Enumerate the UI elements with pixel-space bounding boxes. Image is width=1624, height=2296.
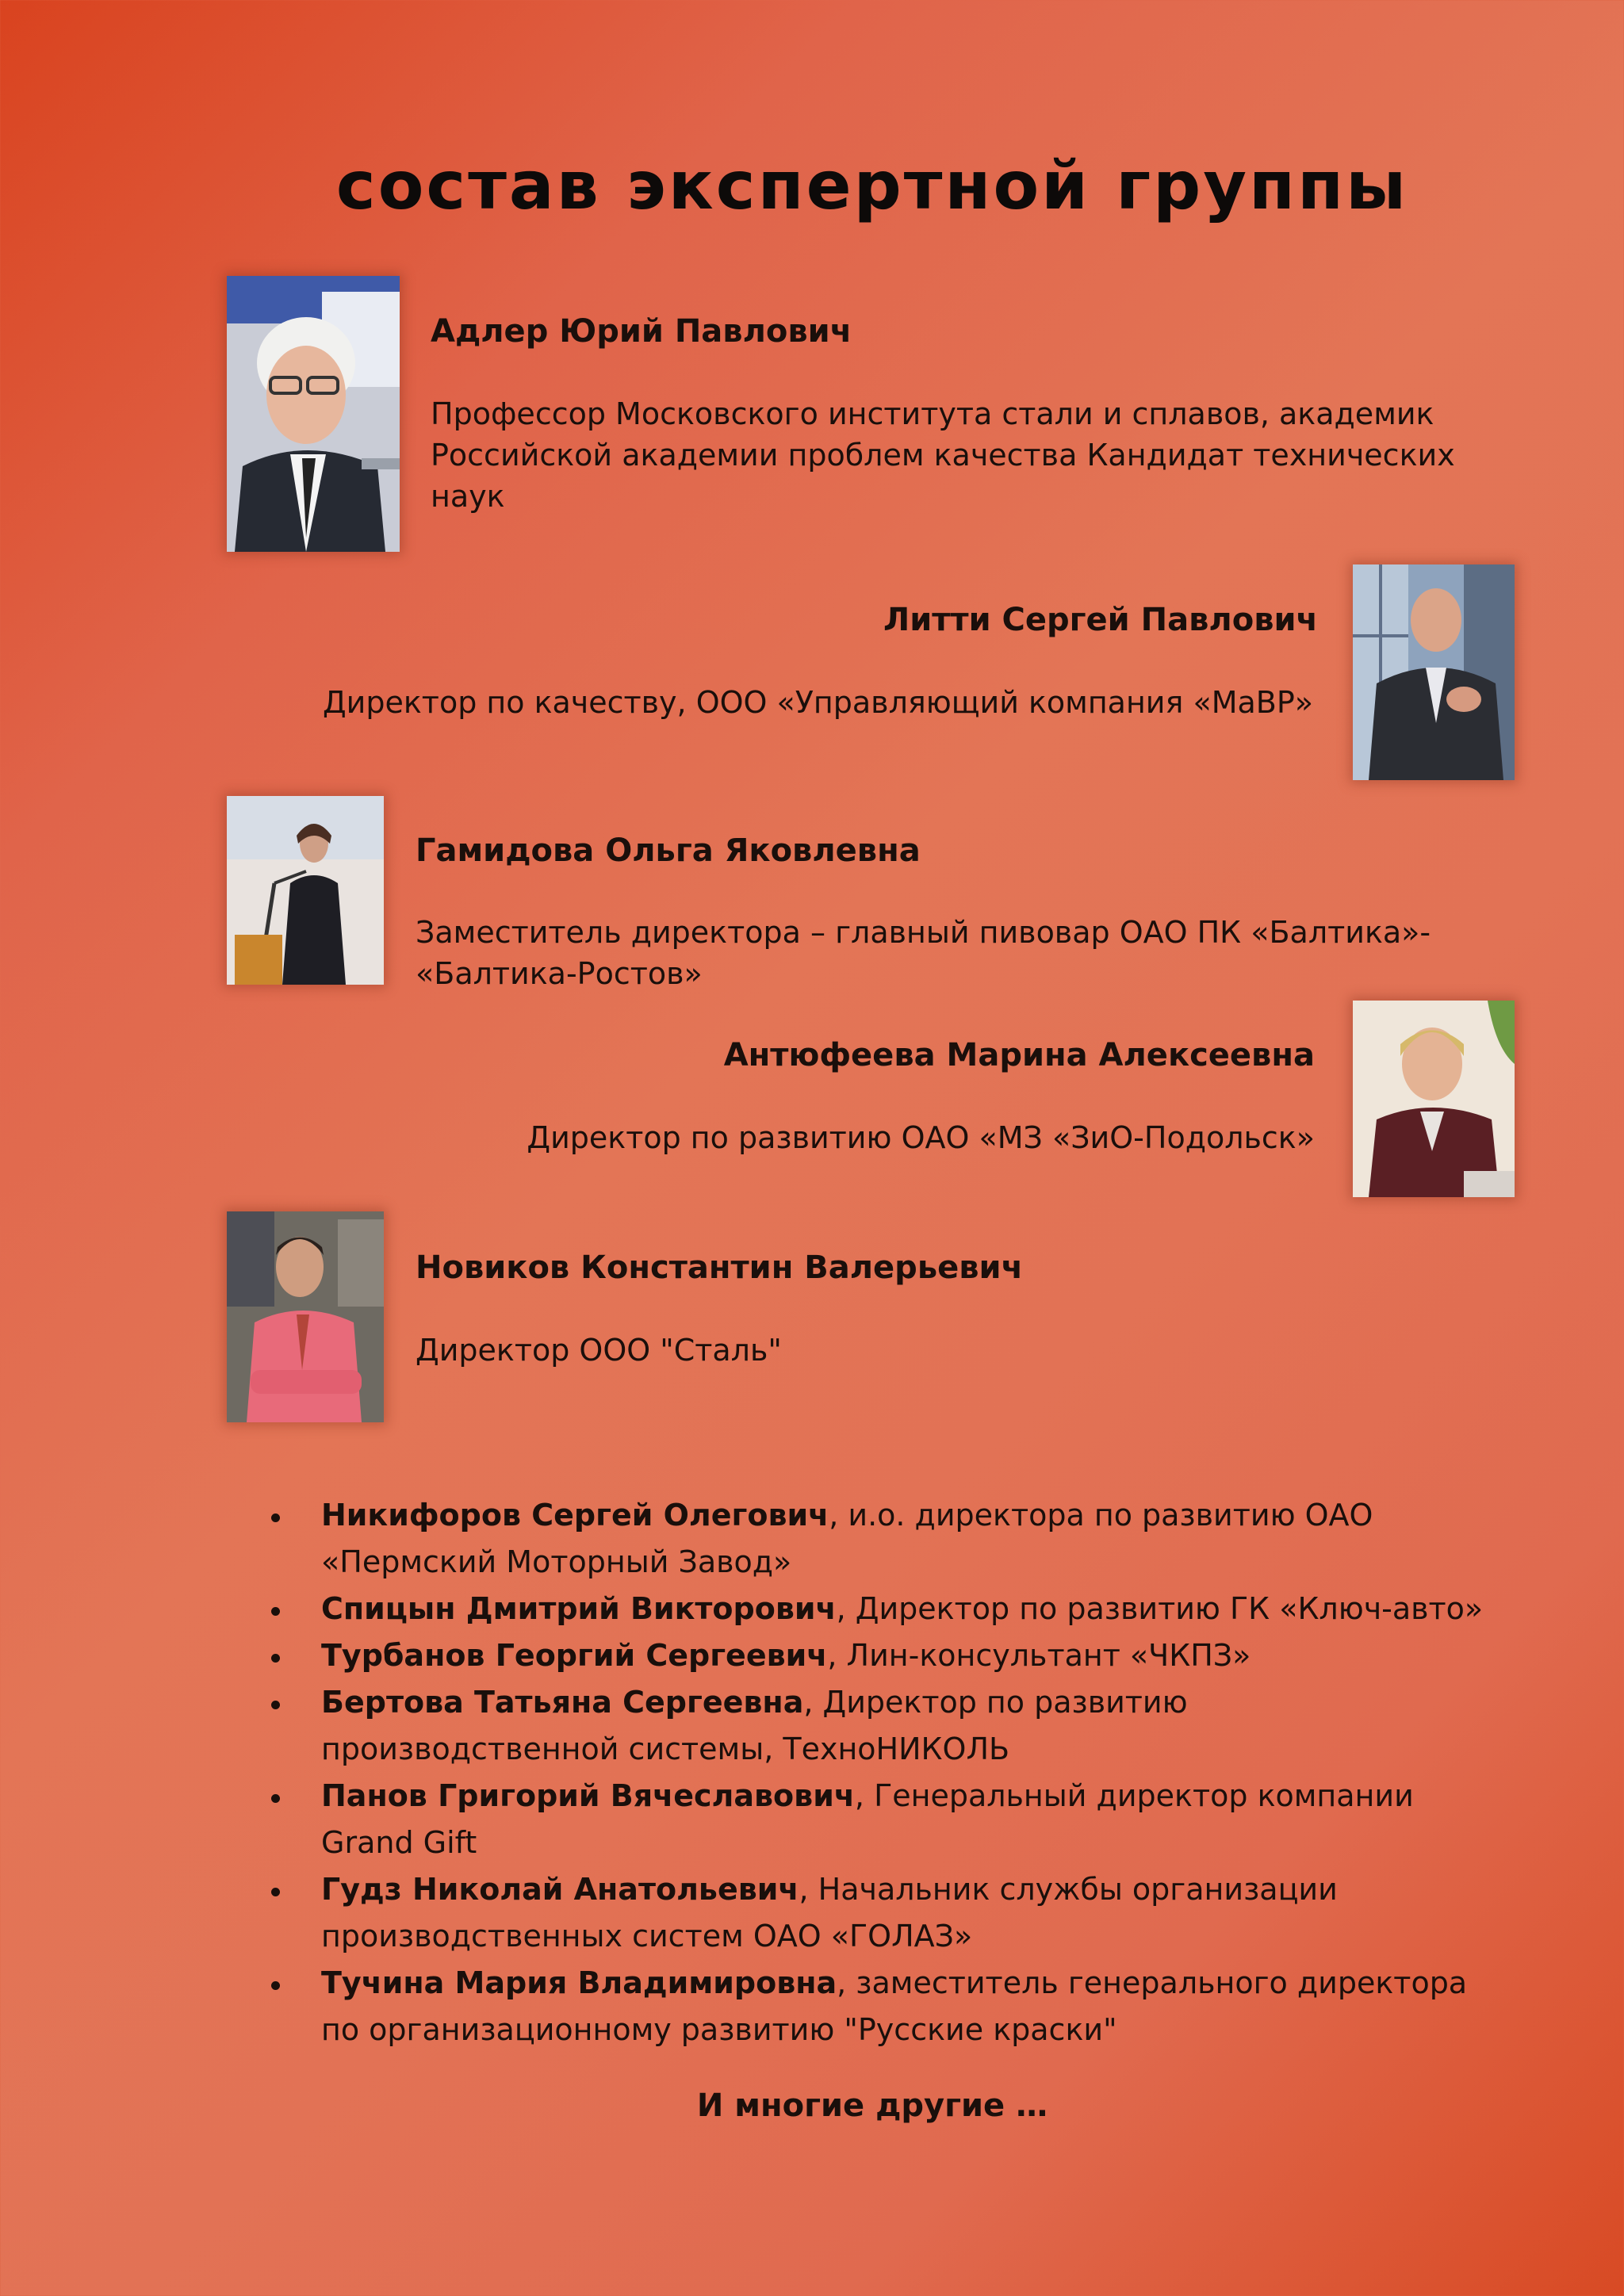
list-item (270, 1632, 1491, 1679)
list-item-name: Тучина Мария Владимировна (321, 1965, 837, 2000)
list-item-name: Никифоров Сергей Олегович (321, 1498, 829, 1533)
list-item-role: , и.о. директора по развитию ОАО «Пермский Моторный Завод» (321, 1498, 1373, 1579)
page-title: состав экспертной группы (335, 147, 1409, 224)
list-item-role: , Директор по развитию ГК «Ключ-авто» (836, 1591, 1484, 1626)
expert-name: Литти Сергей Павлович (883, 602, 1318, 638)
expert-description: Директор ООО "Сталь" (416, 1333, 782, 1368)
list-item-name: Бертова Татьяна Сергеевна (321, 1685, 804, 1720)
list-item (270, 1866, 1491, 1960)
expert-description: Директор по развитию ОАО «МЗ «ЗиО-Подольск» (527, 1120, 1315, 1155)
list-item-role: , Генеральный директор компании Grand Gift (321, 1778, 1414, 1860)
list-item-role: , Начальник службы организации производственных систем ОАО «ГОЛАЗ» (321, 1872, 1338, 1954)
expert-list (270, 1492, 1491, 2053)
expert-name: Антюфеева Марина Алексеевна (723, 1037, 1315, 1073)
expert-photo-adler (227, 276, 400, 552)
expert-photo-novikov (227, 1211, 384, 1422)
expert-photo-gamidova (227, 796, 384, 985)
list-item (270, 1960, 1491, 2053)
list-item (270, 1586, 1491, 1632)
expert-description: Директор по качеству, ООО «Управляющий компания «МаВР» (322, 685, 1313, 720)
list-item-role: , Директор по развитию производственной системы, ТехноНИКОЛЬ (321, 1685, 1188, 1766)
others-note: И многие другие … (696, 2087, 1048, 2124)
list-item-name: Спицын Дмитрий Викторович (321, 1591, 837, 1626)
expert-photo-litti (1353, 564, 1515, 780)
expert-name: Адлер Юрий Павлович (431, 313, 852, 350)
list-item-name: Гудз Николай Анатольевич (321, 1872, 799, 1907)
list-item-name: Панов Григорий Вячеславович (321, 1778, 855, 1813)
list-item (270, 1679, 1491, 1773)
list-item (270, 1492, 1491, 1586)
list-item (270, 1773, 1491, 1866)
expert-description: Заместитель директора – главный пивовар ОАО ПК «Балтика»- «Балтика-Ростов» (416, 915, 1431, 991)
expert-name: Гамидова Ольга Яковлевна (416, 832, 921, 869)
list-item-role: , Лин-консультант «ЧКПЗ» (827, 1638, 1251, 1673)
list-item-role: , заместитель генерального директора по организационному развитию "Русские краски" (321, 1965, 1468, 2047)
expert-description: Профессор Московского института стали и сплавов, академик Российской академии проблем качества Кандидат технических наук (431, 396, 1455, 514)
expert-photo-antyufeeva (1353, 1001, 1515, 1197)
expert-name: Новиков Константин Валерьевич (416, 1249, 1024, 1286)
list-item-name: Турбанов Георгий Сергеевич (321, 1638, 828, 1673)
